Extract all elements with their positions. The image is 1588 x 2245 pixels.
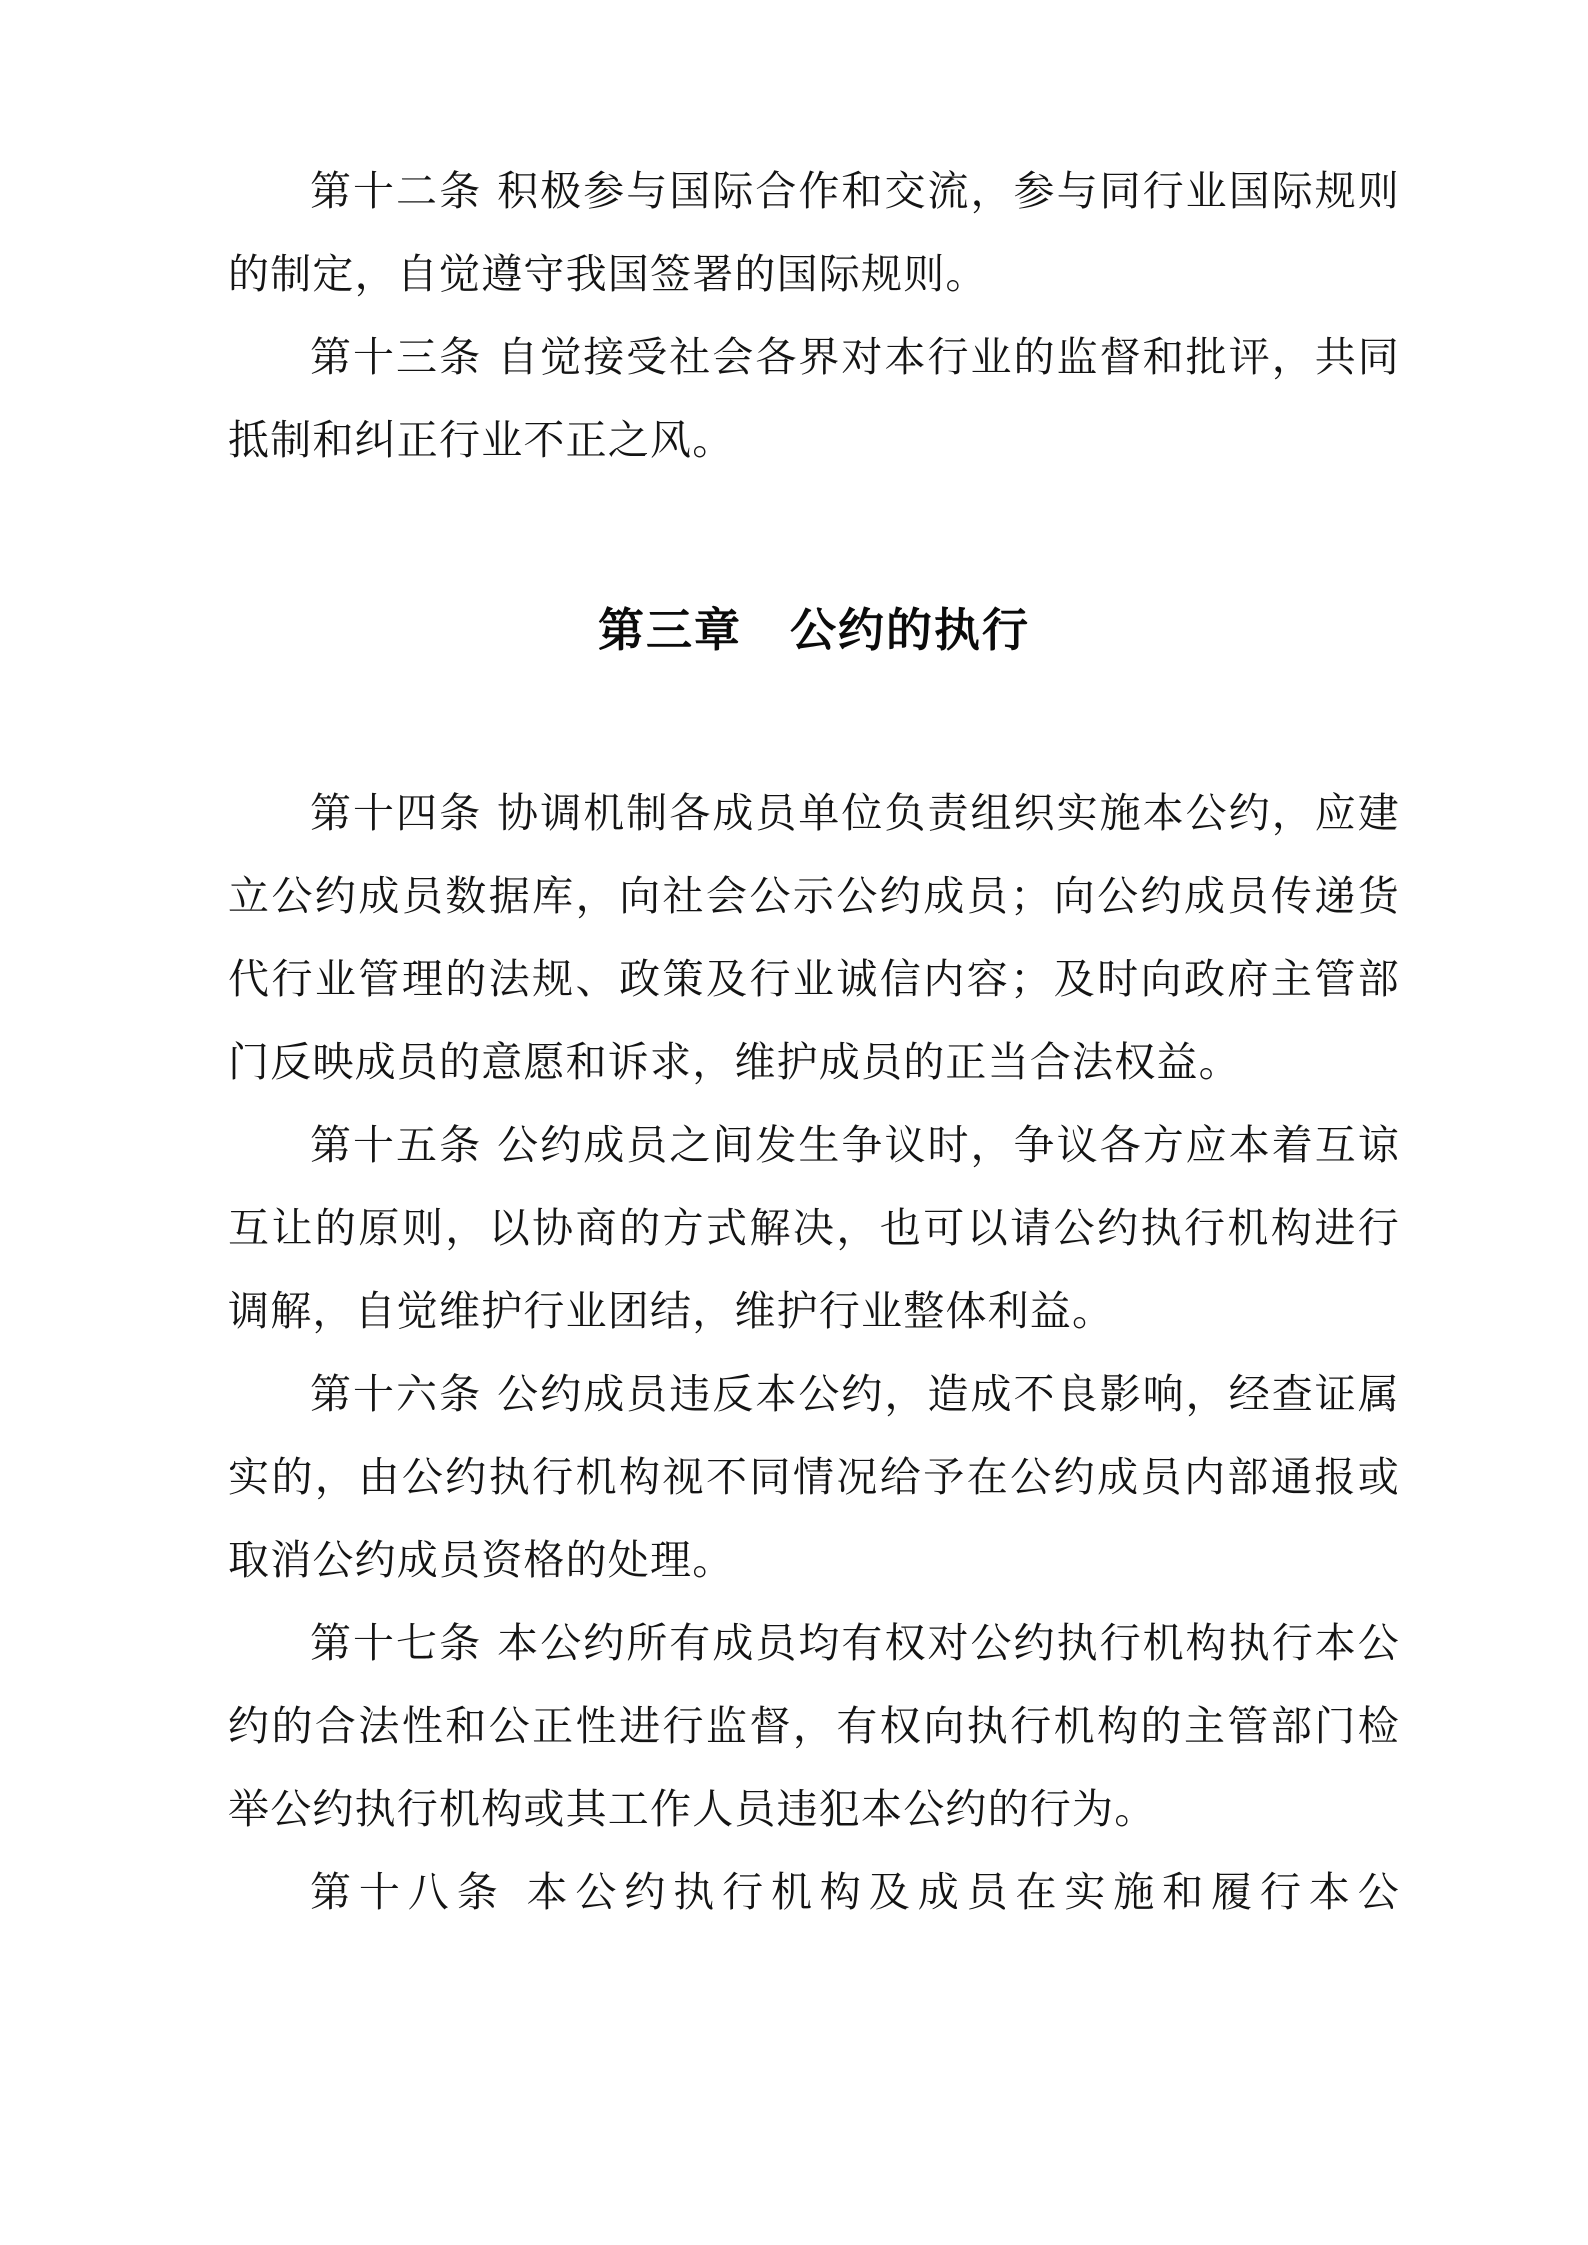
document-content (228, 150, 1400, 2017)
paragraph-article-17: 第十七条 本公约所有成员均有权对公约执行机构执行本公约的合法性和公正性进行监督，有权向执行机构的主管部门检举公约执行机构或其工作人员违犯本公约的行为。 (228, 1619, 1400, 1833)
heading-spacer-below (228, 660, 1400, 772)
paragraph-article-15: 第十五条 公约成员之间发生争议时，争议各方应本着互谅互让的原则，以协商的方式解决，也可以请公约执行机构进行调解，自觉维护行业团结，维护行业整体利益。 (228, 1121, 1400, 1335)
paragraph-article-13: 第十三条 自觉接受社会各界对本行业的监督和批评，共同抵制和纠正行业不正之风。 (228, 333, 1400, 464)
paragraph-article-16: 第十六条 公约成员违反本公约，造成不良影响，经查证属实的，由公约执行机构视不同情况给予在公约成员内部通报或取消公约成员资格的处理。 (228, 1370, 1400, 1584)
chapter-heading-title: 公约的执行 (790, 603, 1030, 657)
heading-spacer-above (228, 482, 1400, 600)
paragraph-article-14: 第十四条 协调机制各成员单位负责组织实施本公约，应建立公约成员数据库，向社会公示公约成员；向公约成员传递货代行业管理的法规、政策及行业诚信内容；及时向政府主管部门反映成员的意愿和诉求，维护成员的正当合法权益。 (228, 789, 1400, 1086)
chapter-heading-number: 第三章 (598, 603, 742, 657)
chapter-heading (228, 600, 1400, 660)
paragraph-article-18: 第十八条 本公约执行机构及成员在实施和履行本公 (310, 1868, 1400, 1916)
paragraph-article-12: 第十二条 积极参与国际合作和交流，参与同行业国际规则的制定，自觉遵守我国签署的国际规则。 (228, 167, 1400, 298)
